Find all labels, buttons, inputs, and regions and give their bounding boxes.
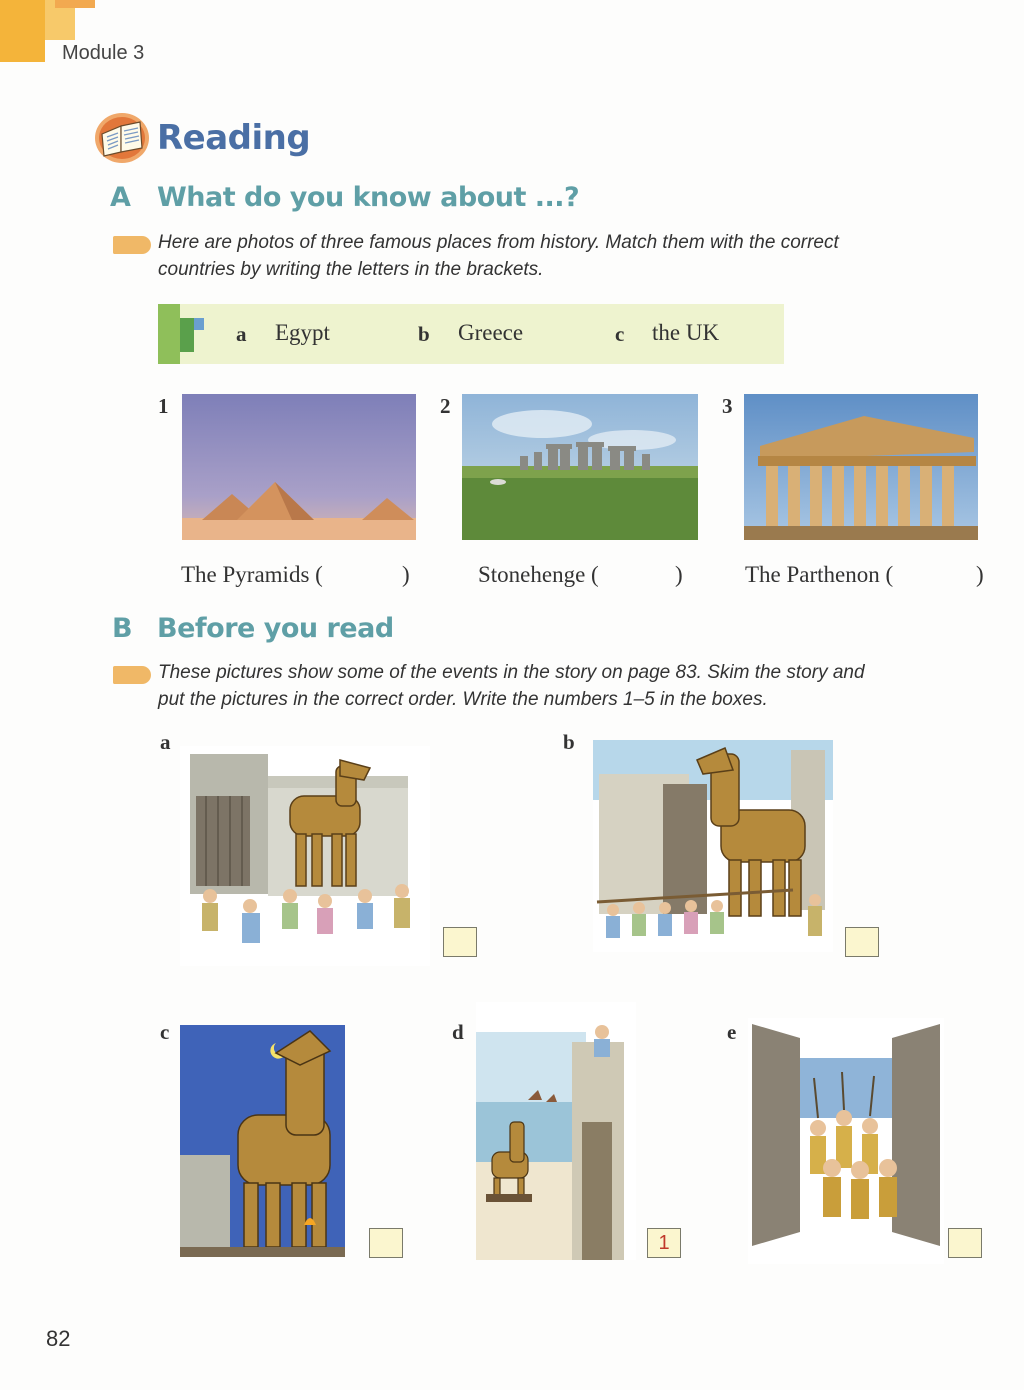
book-icon: [94, 112, 150, 164]
parthenon-photo: [744, 394, 978, 540]
illustration-horse-in-city: [180, 746, 430, 966]
answer-box-e[interactable]: [948, 1228, 982, 1258]
section-a-title: What do you know about ...?: [157, 182, 580, 213]
section-heading-reading: Reading: [157, 118, 311, 158]
section-b-instruction-1: These pictures show some of the events in the story on page 83. Skim the story and: [158, 662, 865, 683]
photo-number-2: 2: [440, 394, 451, 418]
option-the-uk: the UK: [652, 320, 720, 345]
pyramids-photo: [182, 394, 416, 540]
illustration-soldiers-through-gate: [748, 1018, 944, 1264]
answer-box-c[interactable]: [369, 1228, 403, 1258]
answer-bracket-3[interactable]: ): [976, 562, 984, 587]
picture-letter-b: b: [563, 730, 575, 754]
illustration-pulling-horse: [593, 740, 833, 952]
answer-box-b[interactable]: [845, 927, 879, 957]
picture-letter-e: e: [727, 1020, 737, 1044]
picture-letter-a: a: [160, 730, 171, 754]
bar-accent: [180, 318, 194, 352]
section-b-instruction-2: put the pictures in the correct order. Write the numbers 1–5 in the boxes.: [158, 689, 768, 710]
option-letter-a: a: [236, 322, 247, 346]
instruction-marker: [113, 666, 151, 684]
bar-accent: [194, 318, 204, 330]
corner-tab: [0, 0, 45, 62]
picture-letter-c: c: [160, 1020, 170, 1044]
answer-box-a[interactable]: [443, 927, 477, 957]
section-a-letter: A: [110, 182, 131, 213]
instruction-marker: [113, 236, 151, 254]
answer-bracket-1[interactable]: ): [402, 562, 410, 587]
picture-letter-d: d: [452, 1020, 464, 1044]
section-b-letter: B: [112, 613, 133, 644]
section-a-instruction-2: countries by writing the letters in the brackets.: [158, 259, 544, 280]
section-b-title: Before you read: [157, 613, 394, 644]
caption-pyramids: The Pyramids (: [181, 562, 323, 587]
option-letter-b: b: [418, 322, 430, 346]
stonehenge-photo: [462, 394, 698, 540]
option-greece: Greece: [458, 320, 524, 345]
corner-tab-stripe: [55, 0, 95, 8]
page-number: 82: [46, 1326, 71, 1351]
section-a-instruction-1: Here are photos of three famous places from history. Match them with the correct: [158, 232, 839, 253]
module-label: Module 3: [62, 42, 145, 64]
illustration-horse-at-night: [180, 1025, 345, 1257]
option-letter-c: c: [615, 322, 625, 346]
photo-number-1: 1: [158, 394, 169, 418]
illustration-horse-on-beach: [476, 1002, 636, 1260]
photo-number-3: 3: [722, 394, 733, 418]
bar-accent: [158, 304, 180, 364]
caption-parthenon: The Parthenon (: [745, 562, 894, 587]
answer-bracket-2[interactable]: ): [675, 562, 683, 587]
option-egypt: Egypt: [275, 320, 330, 345]
answer-box-d[interactable]: 1: [647, 1228, 681, 1258]
caption-stonehenge: Stonehenge (: [478, 562, 599, 587]
